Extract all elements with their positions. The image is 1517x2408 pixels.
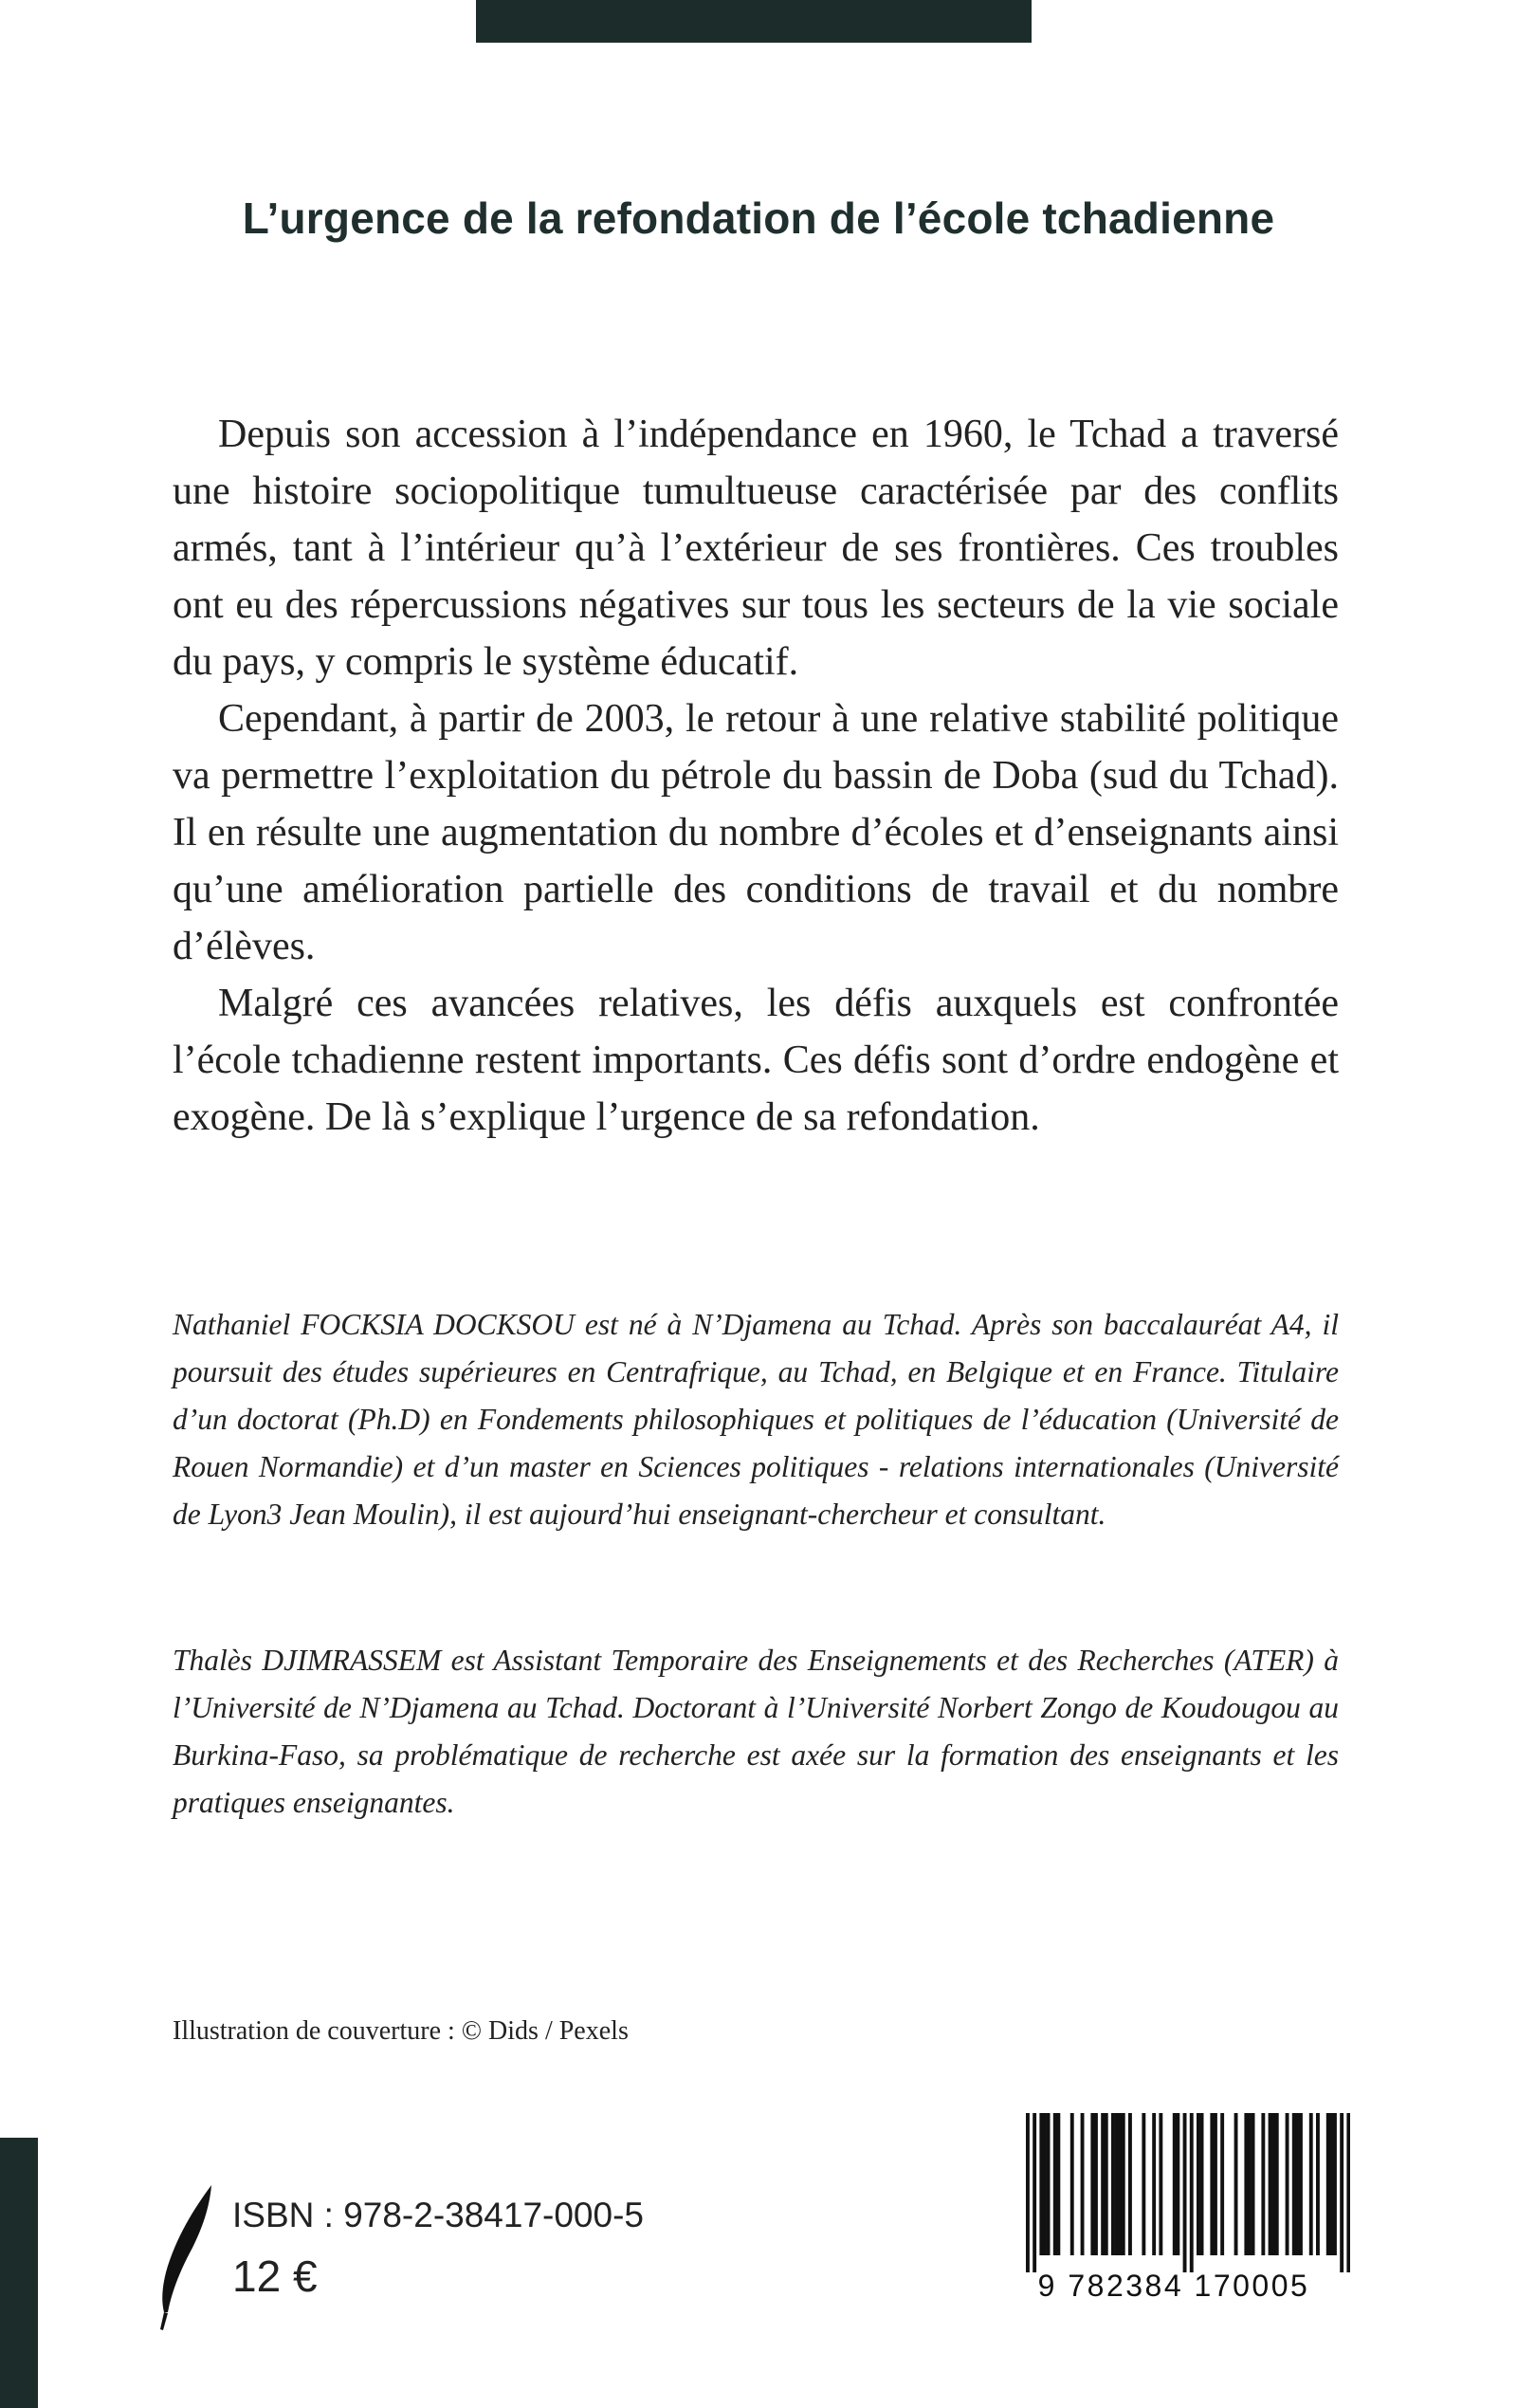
barcode-bars [1026,2113,1350,2272]
barcode-bar [1118,2113,1122,2255]
barcode-bar [1286,2113,1289,2255]
barcode-bar [1081,2113,1085,2255]
barcode-bar [1056,2113,1060,2255]
summary-paragraph-1: Depuis son accession à l’indépendance en 1960, le Tchad a traversé une histoire sociopolitique tumultueuse caractérisée par des conflits armés, tant à l’intérieur qu’à l’extérieur de ses frontières. Ces troubles ont eu des répercussions négatives sur tous les secteurs de la vie sociale du pays, y compris le système éducatif. [173,413,1339,684]
barcode-bar [1111,2113,1115,2255]
barcode-bar [1333,2113,1337,2255]
author-bio-1: Nathaniel FOCKSIA DOCKSOU est né à N’Djamena au Tchad. Après son baccalauréat A4, il poursuit des études supérieures en Centrafrique, au Tchad, en Belgique et en France. Titulaire d’un doctorat (Ph.D) en Fondements philosophiques et politiques de l’éducation (Université de Rouen Normandie) et d’un master en Sciences politiques - relations internationales (Université de Lyon3 Jean Moulin), il est aujourd’hui enseignant-chercheur et consultant. [173,1308,1339,1531]
summary-paragraph-3: Malgré ces avancées relatives, les défis auxquels est confrontée l’école tchadienne restent importants. Ces défis sont d’ordre endogène et exogène. De là s’explique l’urgence de sa refondation. [173,982,1339,1139]
barcode-bar [1043,2113,1047,2255]
top-color-band [476,0,1032,43]
barcode-bar [1346,2113,1350,2272]
isbn-barcode [992,2113,1356,2312]
barcode-bar [1159,2113,1162,2255]
barcode-bar [1299,2113,1303,2255]
barcode-bar [1271,2113,1275,2255]
barcode-bar [1047,2113,1051,2255]
barcode-bar [1329,2113,1333,2255]
barcode-bar [1070,2113,1074,2255]
barcode-bar [1316,2113,1320,2255]
summary-paragraph-2: Cependant, à partir de 2003, le retour à une relative stabilité politique va permettre l’exploitation du pétrole du bassin de Doba (sud du Tchad). Il en résulte une augmentation du nombre d’écoles et d’enseignants ainsi qu’une amélioration partielle des conditions de travail et du nombre d’élèves. [173,697,1339,968]
barcode-bar [1326,2113,1330,2255]
barcode-bar [1033,2113,1036,2272]
back-cover-title: L’urgence de la refondation de l’école tchadienne [242,193,1275,243]
barcode-bar [1292,2113,1296,2255]
barcode-bar [1053,2113,1057,2255]
barcode-bar [1210,2113,1214,2255]
cover-illustration-credit: Illustration de couverture : © Dids / Pexels [173,2016,629,2046]
isbn: ISBN : 978-2-38417-000-5 [232,2196,644,2234]
barcode-bar [1039,2113,1043,2255]
barcode-bar [1152,2113,1156,2255]
barcode-bar [1101,2113,1105,2255]
barcode-bar [1090,2113,1094,2255]
quill-feather-icon [156,2181,223,2333]
barcode-bar [1197,2113,1200,2255]
barcode-bar [1275,2113,1279,2255]
barcode-bar [1261,2113,1265,2255]
author-bio-2: Thalès DJIMRASSEM est Assistant Temporaire des Enseignements et des Recherches (ATER) à l’Université de N’Djamena au Tchad. Doctorant à l’Université Norbert Zongo de Koudougou au Burkina-Faso, sa problématique de recherche est axée sur la formation des enseignants et les pratiques enseignantes. [173,1644,1339,1819]
barcode-bar [1200,2113,1204,2255]
barcode-bar [1115,2113,1119,2255]
barcode-digits: 9 782384 170005 [1037,2269,1310,2303]
side-color-band [0,2138,38,2408]
barcode-bar [1220,2113,1224,2255]
book-summary [173,406,1339,1146]
barcode-bar [1252,2113,1255,2255]
barcode-bar [1309,2113,1313,2255]
barcode-bar [1183,2113,1187,2272]
barcode-bar [1122,2113,1125,2255]
barcode-bar [1190,2113,1194,2272]
price: 12 € [232,2252,318,2301]
barcode-bar [1105,2113,1108,2255]
barcode-bar [1142,2113,1145,2255]
barcode-bar [1269,2113,1272,2255]
barcode-bar [1026,2113,1030,2272]
barcode-bar [1214,2113,1217,2255]
barcode-bar [1176,2113,1179,2255]
barcode-bar [1094,2113,1098,2255]
barcode-bar [1340,2113,1343,2272]
barcode-bar [1244,2113,1248,2255]
barcode-bar [1128,2113,1132,2255]
barcode-bar [1173,2113,1177,2255]
barcode-bar [1295,2113,1299,2255]
barcode-bar [1234,2113,1238,2255]
barcode-bar [1248,2113,1252,2255]
